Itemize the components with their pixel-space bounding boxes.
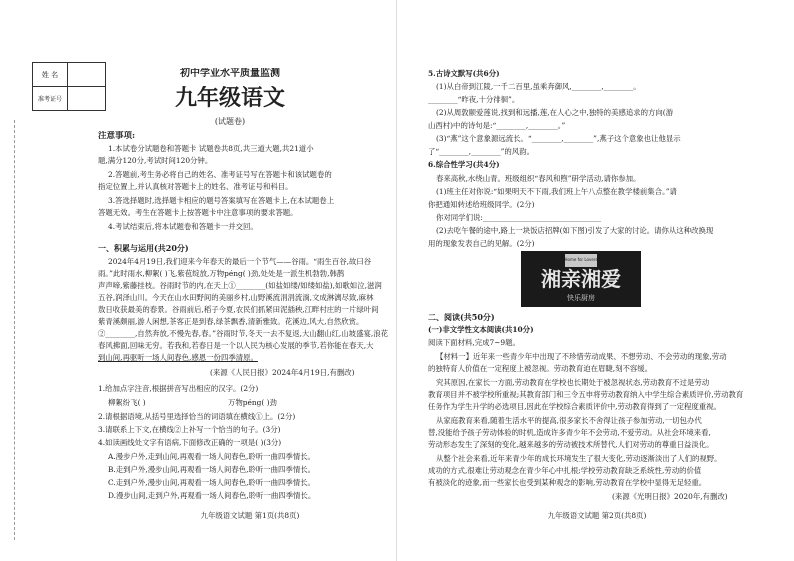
q5-line-6: 了“________,________”的风韵。 bbox=[428, 147, 534, 156]
section1-heading: 一、积累与运用(共20分) bbox=[98, 243, 189, 253]
q5-heading: 5.古诗文默写(共6分) bbox=[428, 69, 500, 78]
notice-line-5: 3.答选择题时,选择题卡相应的题号答案填写在答题卡上,在本试题卷上 bbox=[108, 196, 335, 205]
material-line-1: 【材料一】近年来一些青少年中出现了不珍惜劳动成果、不想劳动、不会劳动的现象,劳动 bbox=[436, 352, 727, 361]
question-2: 2.请根据语境,从括号里选择恰当的词语填在横线①上。(2分) bbox=[98, 412, 296, 421]
page-footer-left: 九年级语文试题 第1页(共8页) bbox=[200, 511, 300, 520]
q6-line-2: (1)班主任对你说:“如果明天不下雨,我们班上午八点整在教学楼前集合。”请 bbox=[436, 187, 677, 196]
section2-heading: 二、阅读(共50分) bbox=[428, 312, 495, 322]
ticket-field[interactable] bbox=[68, 87, 105, 110]
question-1: 1.给加点字注音,根据拼音写出相应的汉字。(2分) bbox=[98, 384, 259, 393]
ticket-label: 准考证号 bbox=[33, 87, 68, 110]
q6-line-5: (2)去吃午餐的途中,路上一块饭店招牌(如下图)引发了大家的讨论。请你从这种改换现 bbox=[436, 226, 714, 235]
option-a[interactable]: A.漫步户外,走到山间,再观看一场人间春色,聆听一曲四季情长。 bbox=[108, 452, 315, 461]
passage-line-1: 2024年4月19日,我们迎来今年春天的最后一个节气——谷雨。“雨生百谷,故曰谷 bbox=[108, 257, 372, 266]
sign-main-text: 湘亲湘爱 bbox=[541, 267, 621, 291]
name-field[interactable] bbox=[68, 63, 105, 86]
passage-line-4: 五谷,润泽山川。今天在山水田野间的美丽乡村,山野溪流涓涓流淌,文成淋漓尽致,麻林 bbox=[98, 293, 374, 302]
passage-line-6: 紫青溪颇丽,游人闲想,茶客正是到春,绿茶飘香,清新雅致。花溪边,风大,自然欣赏。 bbox=[98, 317, 364, 326]
q5-line-2: ________“昨夜,十分徘徊”。 bbox=[428, 95, 520, 104]
q5-line-5: (3)“燕”这个意象源远流长。“________,________”,燕子这个意象也让他显示 bbox=[436, 134, 681, 143]
page-footer-right: 九年级语文试题 第2页(共8页) bbox=[547, 511, 647, 520]
material-source: (来源《光明日报》2020年,有删改) bbox=[612, 492, 728, 501]
material-line-8: 劳动形态发生了深刻的变化,越来越多的劳动被技术所替代,人们对劳动的尊重日益淡化。 bbox=[428, 440, 714, 449]
name-label: 姓 名 bbox=[33, 63, 68, 86]
q5-line-1: (1)从白帝到江陵,一千二百里,虽乘奔御风,________,________。 bbox=[436, 82, 641, 91]
material-line-6: 从家庭教育来看,随着生活水平的提高,很多家长不舍得让孩子参加劳动,一切包办代 bbox=[436, 416, 702, 425]
part1-intro: 阅读下面材料,完成7~9题。 bbox=[428, 338, 520, 347]
material-line-5: 任务作为学生升学的必选项目,因此在学校综合素质评价中,劳动教育得到了一定程度重视。 bbox=[428, 402, 721, 411]
passage-line-7: ②________,自然奔放,不慢先春,春。”谷雨时节,冬天一去不复返,大山翻山红,山坡盛宴,浪花 bbox=[98, 329, 388, 338]
notice-line-7: 4.考试结束后,将本试题卷和答题卡一并交回。 bbox=[108, 222, 258, 231]
notice-line-4: 指定位置上,并认真核对答题卡上的姓名、准考证号和科目。 bbox=[98, 182, 293, 191]
notice-heading: 注意事项: bbox=[98, 131, 136, 141]
exam-title: 九年级语文 bbox=[174, 86, 285, 111]
q5-line-4: 山西村)中的诗句是:“________,________。” bbox=[428, 121, 566, 130]
passage-line-3: 声声啼,紫藤挂枝。谷雨时节的内,在天上①________(如盐如缕/如缕如盐),如歌如泣,滋润 bbox=[98, 281, 382, 290]
passage-line-9: 到山间,再驱听一场人间春色,感恩一份四季清原。 bbox=[98, 353, 258, 362]
option-d[interactable]: D.漫步山间,走到户外,再观看一场人间春色,聆听一曲四季情长。 bbox=[108, 491, 316, 500]
q6-answer-line[interactable]: 你对同学们说:________________________________ bbox=[436, 213, 602, 222]
notice-line-3: 2.答题前,考生务必将自己的姓名、准考证号写在答题卡和该试题卷的 bbox=[108, 170, 332, 179]
passage-line-5: 敖日收获最美的春景。谷雨前后,稻子今夏,农民们抓紧田泥插秧,江畔村庄的一片绿叶间 bbox=[98, 305, 379, 314]
notice-line-1: 1.本试卷分试题卷和答题卡 试题卷共8页,共三道大题,共21道小 bbox=[108, 144, 314, 153]
q6-line-1: 春来高秋,水绕山青。班级组织“春风和煦”研学活动,请你参加。 bbox=[436, 174, 641, 183]
binding-line bbox=[14, 120, 29, 540]
sign-sub-text: 快乐厨房 bbox=[567, 294, 595, 302]
passage-line-8: 春风拂面,回味无穷。若我和,若春日是一个以人民为核心发展的季节,若你能在春天,大 bbox=[98, 341, 374, 350]
material-line-7: 替,没能给予孩子劳动体验的时机,造成许多青少年不会劳动,不爱劳动。从社会环境来看, bbox=[428, 428, 711, 437]
q5-line-3: (2)从周敦颐爱莲说,找到和远播,莲,在人心之中,独特的美感追求的方向(游 bbox=[436, 108, 674, 117]
notice-line-6: 答题无效。考生在答题卡上按答题卡中注意事项的要求答题。 bbox=[98, 208, 298, 217]
passage-source: (来源《人民日报》2024年4月19日,有删改) bbox=[210, 368, 355, 377]
question-3: 3.请联系上下文,在横线②上补写一个恰当的句子。(3分) bbox=[98, 425, 281, 434]
q1-blank-b[interactable]: 万物péng( )劲 bbox=[228, 398, 277, 407]
q6-heading: 6.综合性学习(共4分) bbox=[428, 160, 500, 169]
material-line-2: 的独特育人价值在一定程度上被忽视。劳动教育迫在眉睫,刻不容缓。 bbox=[428, 364, 653, 373]
material-line-10: 成功的方式,很难让劳动观念在青少年心中扎根;学校劳动教育缺乏系统性,劳动的价值 bbox=[428, 466, 702, 475]
q1-blank-a[interactable]: 柳絮纷飞( ) bbox=[108, 398, 146, 407]
material-line-11: 有被淡化的迹象,而一些家长也受到某种观念的影响,劳动教育在学校中显得无足轻重。 bbox=[428, 478, 707, 487]
q6-line-6: 用的现象发表自己的见解。(2分) bbox=[428, 239, 535, 248]
sign-top-text: Home for Lovers bbox=[564, 257, 598, 262]
right-page bbox=[397, 0, 794, 561]
candidate-id-box bbox=[32, 62, 106, 111]
option-c[interactable]: C.走到户外,漫步山间,再观看一场人间春色,聆听一曲四季情长。 bbox=[108, 478, 315, 487]
exam-subtitle: 初中学业水平质量监测 bbox=[180, 68, 280, 79]
restaurant-sign-image bbox=[521, 251, 641, 307]
part1-heading: (一)非文学性文本阅读(共10分) bbox=[428, 325, 534, 334]
passage-line-2: 雨。”此时雨水,柳絮( )飞,紫苞绽放,万物péng( )劲,处处是一派生机勃勃,韩鹊 bbox=[98, 269, 345, 278]
paper-label: (试题卷) bbox=[214, 117, 246, 126]
q6-line-3: 你把通知转述给班级同学。(2分) bbox=[428, 200, 535, 209]
notice-line-2: 题,满分120分,考试时间120分钟。 bbox=[98, 156, 213, 165]
question-4: 4.如读画线处文字有语病,下面修改正确的一项是( )(3分) bbox=[98, 438, 282, 447]
option-b[interactable]: B.走到户外,漫步山间,再观看一场人间春色,聆听一曲四季情长。 bbox=[108, 465, 315, 474]
material-line-3: 究其原因,在家长一方面,劳动教育在学校也长期处于被忽视状态,劳动教育不过是劳动 bbox=[436, 378, 710, 387]
material-line-4: 教育项目并不被学校所重视;其教育部门和三令五申将劳动教育纳入中学生综合素质评价,劳动教育 bbox=[428, 390, 744, 399]
material-line-9: 从整个社会来看,近年来青少年的成长环境发生了很大变化,劳动逐渐淡出了人们的视野。 bbox=[436, 454, 722, 463]
